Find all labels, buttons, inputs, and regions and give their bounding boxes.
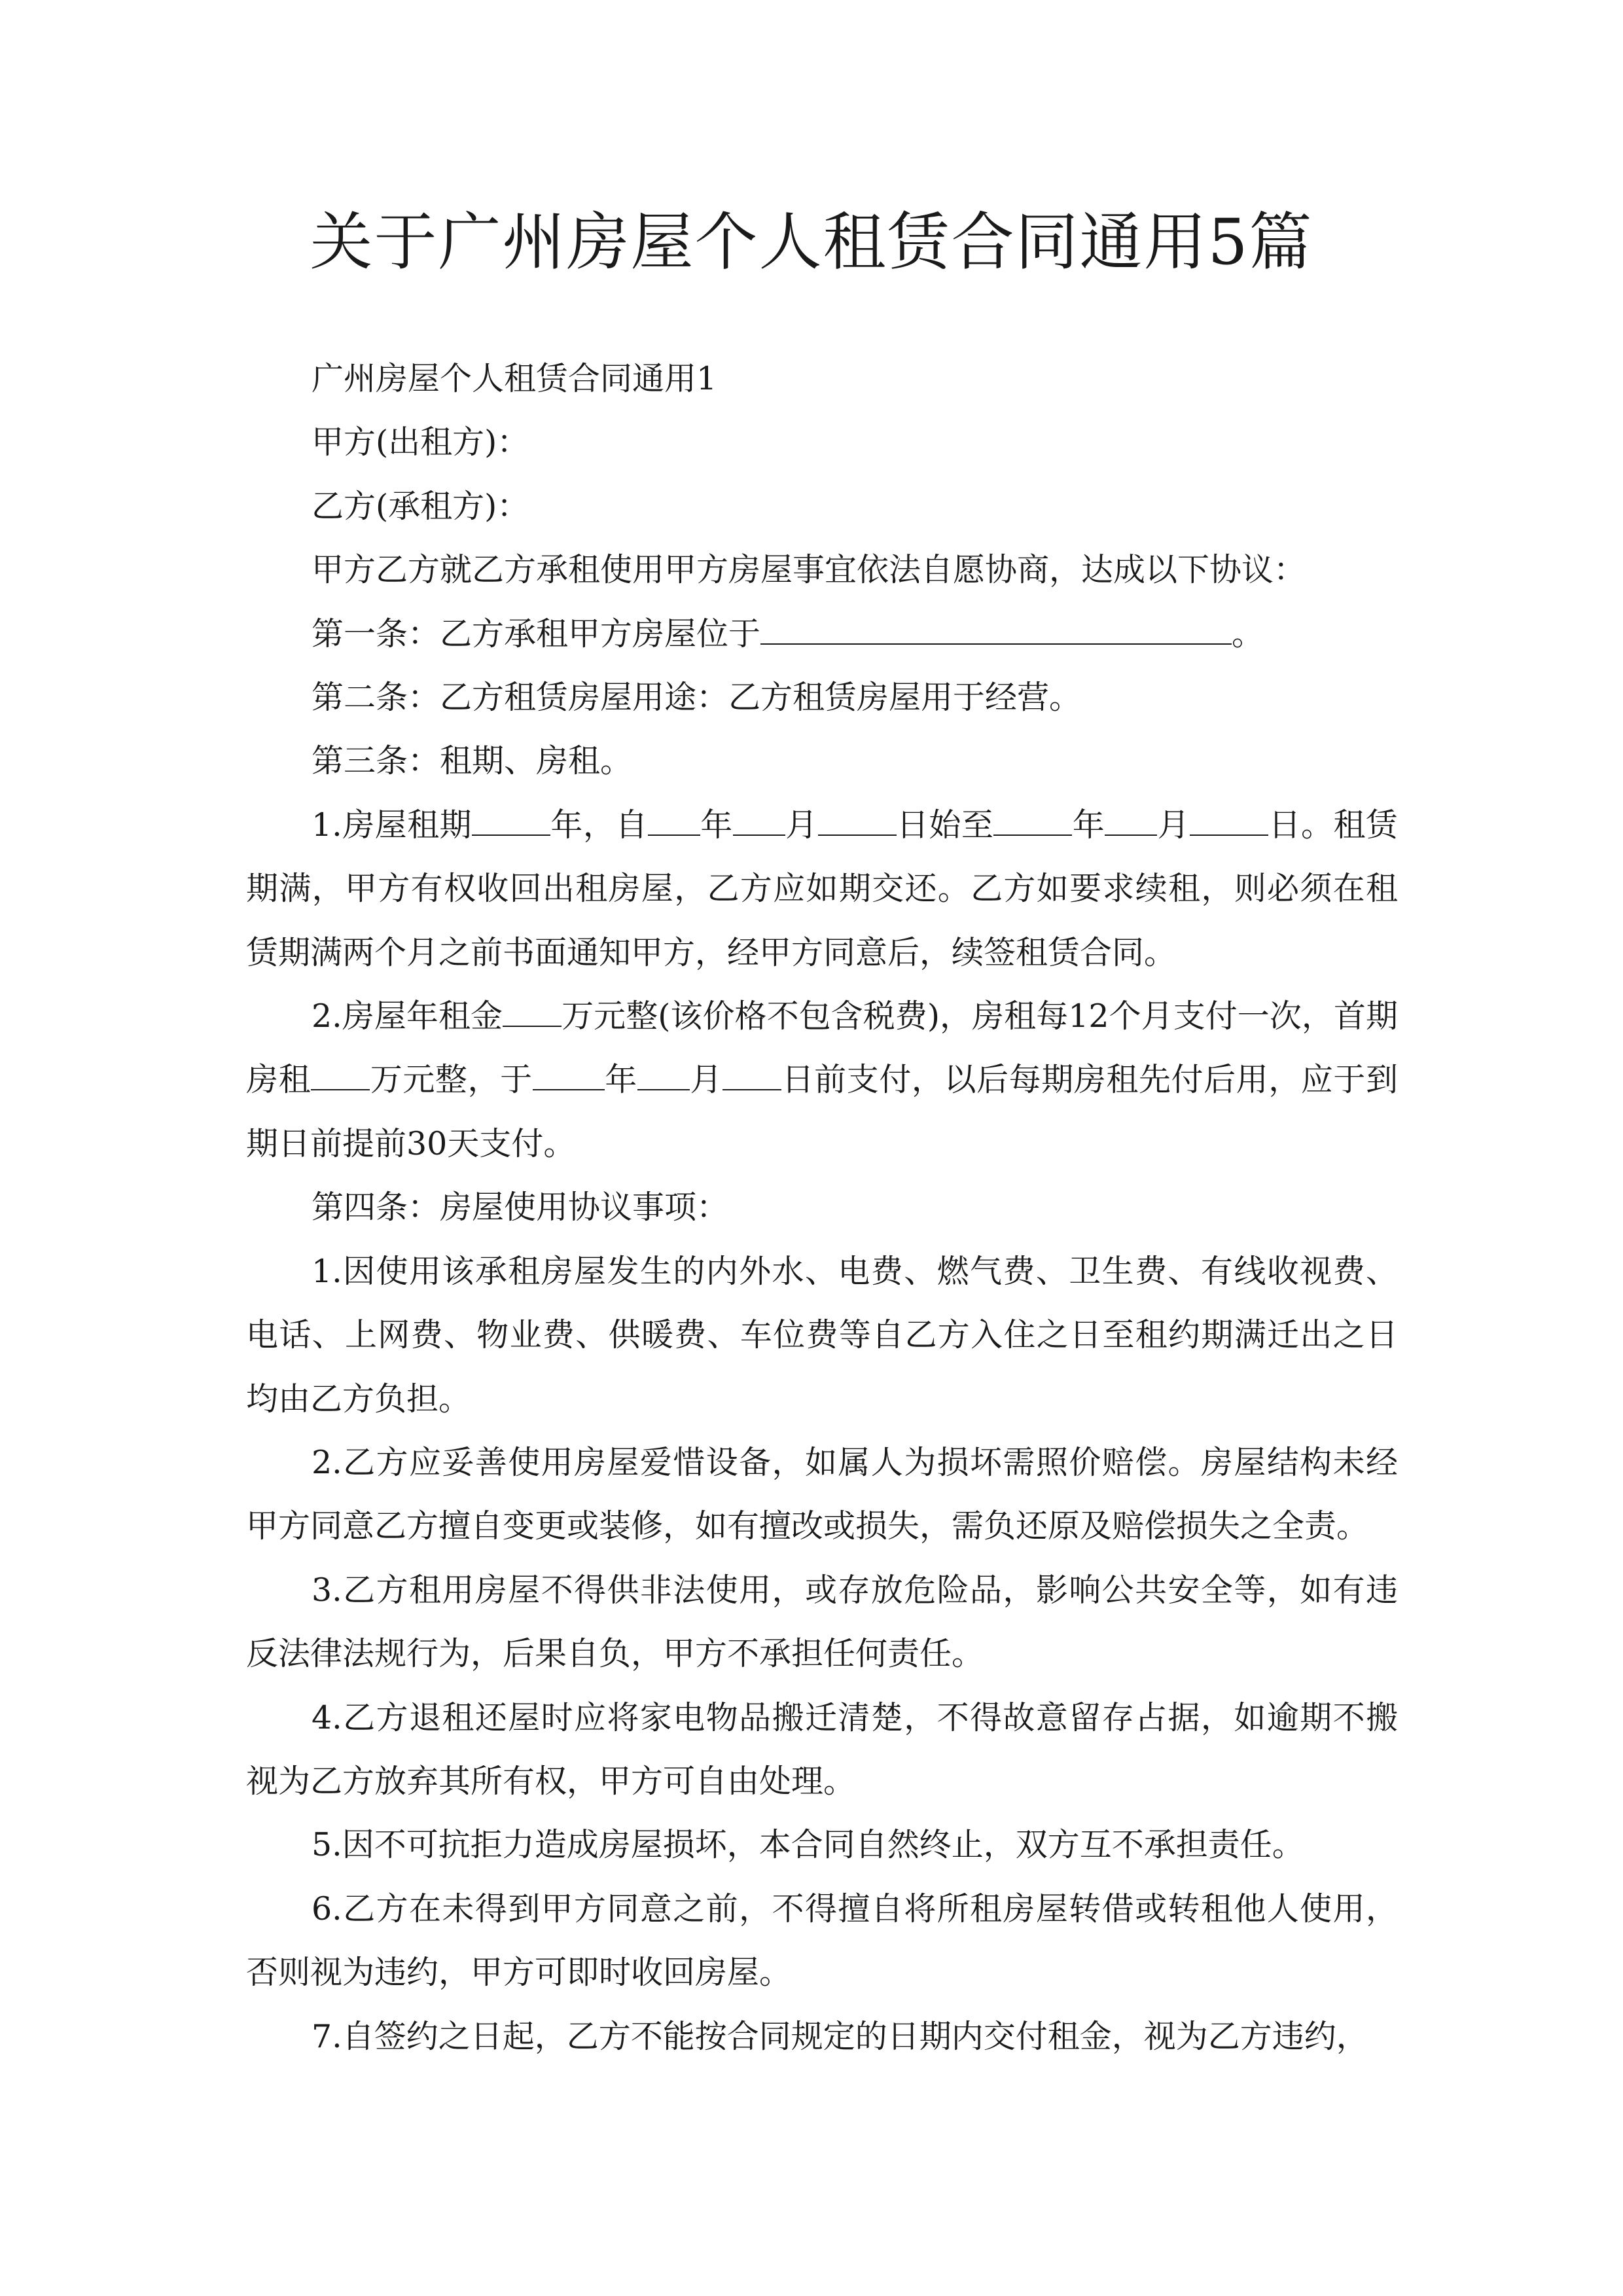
party-a-line: 甲方(出租方)： xyxy=(312,423,529,461)
document-body xyxy=(246,347,1398,2068)
document-title: 关于广州房屋个人租赁合同通用5篇 xyxy=(310,206,1313,279)
party-b-line: 乙方(承租方)： xyxy=(312,487,529,525)
article-1-end: 。 xyxy=(1232,615,1264,653)
term-text: 日。 xyxy=(1268,806,1334,844)
article-1 xyxy=(246,602,1398,666)
rent-text: 万元整(该价格不包含税费)，房租每12个月支付一次，首期房租 xyxy=(246,997,1398,1099)
blank xyxy=(1190,803,1268,836)
usage-clause-7: 7.自签约之日起，乙方不能按合同规定的日期内交付租金，视为乙方违约， xyxy=(312,2017,1368,2055)
blank xyxy=(648,803,700,836)
blank xyxy=(637,1058,690,1090)
term-text: 月 xyxy=(1157,806,1190,844)
usage-clause-4: 4.乙方退租还屋时应将家电物品搬迁清楚，不得故意留存占据，如逾期不搬视为乙方放弃其所有权，甲方可自由处理。 xyxy=(246,1698,1398,1800)
rent-clause-2 xyxy=(246,984,1398,1175)
usage-clause-5: 5.因不可抗拒力造成房屋损坏，本合同自然终止，双方互不承担责任。 xyxy=(312,1826,1304,1864)
blank xyxy=(993,803,1072,836)
blank xyxy=(818,803,897,836)
blank xyxy=(472,803,550,836)
term-text: 月 xyxy=(785,806,818,844)
usage-clause-2: 2.乙方应妥善使用房屋爱惜设备，如属人为损坏需照价赔偿。房屋结构未经甲方同意乙方擅自变更或装修，如有擅改或损失，需负还原及赔偿损失之全责。 xyxy=(246,1443,1398,1545)
blank xyxy=(1105,803,1157,836)
article-2: 第二条：乙方租赁房屋用途：乙方租赁房屋用于经营。 xyxy=(312,679,1082,717)
rent-text: 年 xyxy=(604,1061,637,1099)
intro-paragraph: 甲方乙方就乙方承租使用甲方房屋事宜依法自愿协商，达成以下协议： xyxy=(312,551,1306,589)
contract-heading: 广州房屋个人租赁合同通用1 xyxy=(312,360,717,397)
rent-text: 万元整，于 xyxy=(370,1061,533,1099)
location-blank xyxy=(760,612,1232,645)
term-text: 租赁期满，甲方有权收回出租房屋，乙方应如期交还。乙方如要求续租，则必须在租赁期满两个月之前书面通知甲方，经甲方同意后，续签租赁合同。 xyxy=(246,806,1398,971)
term-text: 年，自 xyxy=(550,806,648,844)
rent-text: 日前支付，以后每期房租先付后用，应于到期日前提前30天支付。 xyxy=(246,1061,1398,1162)
term-text: 年 xyxy=(700,806,733,844)
blank xyxy=(733,803,785,836)
rent-text: 月 xyxy=(689,1061,722,1099)
usage-clause-6: 6.乙方在未得到甲方同意之前，不得擅自将所租房屋转借或转租他人使用，否则视为违约，甲方可即时收回房屋。 xyxy=(246,1890,1398,1992)
term-clause-1 xyxy=(246,793,1398,984)
rent-text: 2.房屋年租金 xyxy=(312,997,503,1035)
article-3: 第三条：租期、房租。 xyxy=(312,742,633,780)
usage-clause-1: 1.因使用该承租房屋发生的内外水、电费、燃气费、卫生费、有线收视费、电话、上网费、物业费、供暖费、车位费等自乙方入住之日至租约期满迁出之日均由乙方负担。 xyxy=(246,1252,1398,1418)
article-1-text: 第一条：乙方承租甲方房屋位于 xyxy=(312,615,761,653)
blank xyxy=(722,1058,781,1090)
usage-clause-3: 3.乙方租用房屋不得供非法使用，或存放危险品，影响公共安全等，如有违反法律法规行为，后果自负，甲方不承担任何责任。 xyxy=(246,1571,1398,1673)
blank xyxy=(533,1058,605,1090)
term-text: 1.房屋租期 xyxy=(312,806,472,844)
blank xyxy=(311,1058,370,1090)
term-text: 日始至 xyxy=(896,806,994,844)
blank xyxy=(503,994,562,1027)
article-4: 第四条：房屋使用协议事项： xyxy=(312,1189,729,1227)
term-text: 年 xyxy=(1072,806,1105,844)
